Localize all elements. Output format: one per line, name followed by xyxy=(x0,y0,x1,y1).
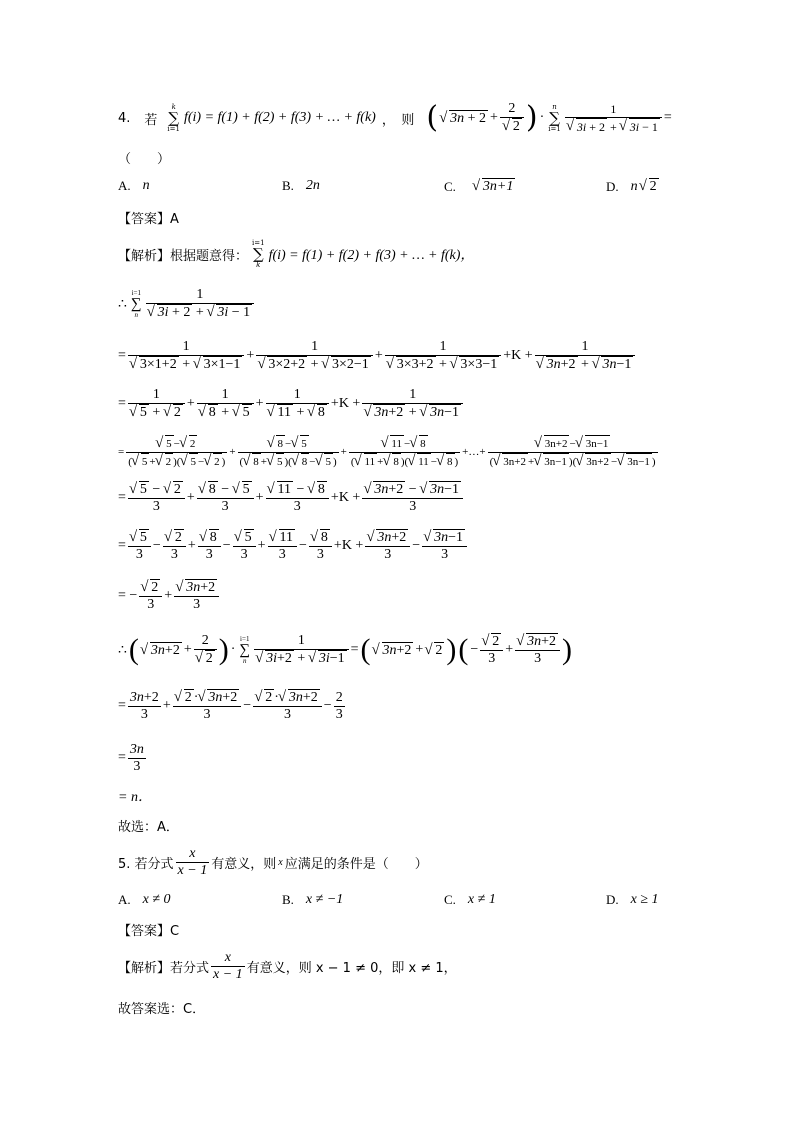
frac: 1 √ 5 + √ 2 xyxy=(128,387,185,421)
q4-stem: 4. 若 k ∑ i=1 f(i) = f(1) + f(2) + f(3) + … + f(k) ， 则 ( √ 3n + 2 + 2 √ 2 ) · n ∑ i=1 1 √ 3i + 2 + √ 3i − 1 = xyxy=(118,100,672,136)
step-6: = √ $\frac{5}{3}$ − √ $\frac{2}{3}$ + √ $\frac{8}{3}$ − √ $\frac{5}{3}$ + √ $\frac{11}{3}$ − √ $\frac{8}{3}$ +K + √ $\frac{3n+2}{3}$ − √ $\frac{3n-1}{3}$ xyxy=(118,526,467,566)
sum-symbol: n ∑ i=1 xyxy=(548,103,561,133)
option-letter: A. xyxy=(118,892,131,907)
sum-symbol: i=1 ∑ n xyxy=(130,289,142,319)
step-10: = $\frac{3n}{3}$ xyxy=(118,741,144,774)
option-letter: B. xyxy=(282,178,294,193)
frac: 1 √ 3×3+2 + √ 3×3−1 xyxy=(385,339,502,373)
sqrt-2: √ 2 xyxy=(649,178,659,195)
q5-option-d xyxy=(606,892,659,908)
q5-answer: 【答案】C xyxy=(118,924,180,939)
frac: 1 √ 8 + √ 5 xyxy=(197,387,254,421)
step-3: = 1 √ 5 + √ 2 + 1 √ 8 + √ 5 + 1 √ 11 + √ 8 +K + 1 √ 3n+2 + √ 3n−1 xyxy=(118,384,463,424)
frac: √ $\frac{8 -√ 5}{(√ 8 +√ 5 )(√ 8 -√ 5 )}$ xyxy=(238,435,339,470)
q5-stem: 5. 若分式 $\frac{x}{x - 1}$ 有意义，则 x 应满足的条件是（ ） xyxy=(118,845,428,878)
frac: 1 √ 3n+2 + √ 3n−1 xyxy=(362,387,463,421)
frac: 1 √ 3×2+2 + √ 3×2−1 xyxy=(256,339,373,373)
option-letter: B. xyxy=(282,892,294,907)
step-5: = √ $\frac{5 - √ 2}{3}$ + √ $\frac{8 - √ 5}{3}$ + √ $\frac{11 - √ 8}{3}$ +K + √ $\frac{3n+2 - √ 3n-1}{3}$ xyxy=(118,478,463,518)
option-text: x ≠ −1 xyxy=(305,892,344,907)
sum-symbol: k ∑ i=1 xyxy=(167,103,180,133)
q4-option-c xyxy=(444,178,515,195)
q4-analysis-expr: f(i) = f(1) + f(2) + f(3) + … + f(k)， xyxy=(268,248,475,263)
frac: √ $\frac{5 - √ 2}{3}$ xyxy=(128,481,185,515)
frac: √ $\frac{11 -√ 8}{(√ 11 +√ 8 )(√ 11 -√ 8 )}$ xyxy=(349,435,460,470)
option-text: 2n xyxy=(305,178,320,193)
frac: √ $\frac{11 - √ 8}{3}$ xyxy=(266,481,329,515)
frac-x-over-x-1: $\frac{x}{x - 1}$ xyxy=(213,949,243,982)
option-letter: D. xyxy=(606,892,619,907)
option-text: x ≠ 0 xyxy=(142,892,171,907)
q4-ze: ， 则 xyxy=(381,112,415,128)
option-letter: D. xyxy=(606,178,619,194)
sum-symbol: i=1 ∑ n xyxy=(239,635,251,665)
q4-analysis-label: 【解析】根据题意得： xyxy=(118,248,249,264)
option-letter: C. xyxy=(444,178,456,194)
frac-x-over-x-1: $\frac{x}{x - 1}$ xyxy=(177,845,208,878)
q4-eq: = xyxy=(663,110,672,125)
frac: √ $\frac{5 -√ 2}{(√ 5 +√ 2 )(√ 5 -√ 2 )}$ xyxy=(126,435,227,470)
q4-sum-expr: f(i) = f(1) + f(2) + f(3) + … + f(k) xyxy=(183,110,376,125)
q4-number: 4. xyxy=(118,110,131,126)
frac-2-sqrt2: 2 √ 2 xyxy=(500,101,524,135)
option-text: x ≠ 1 xyxy=(467,892,496,907)
option-text: x ≥ 1 xyxy=(630,892,659,907)
q4-answer: 【答案】A xyxy=(118,212,179,227)
q5-analysis-a: 【解析】若分式 xyxy=(118,960,210,976)
frac: √ $\frac{3n+2 - √ 3n-1}{3}$ xyxy=(362,481,463,515)
step-7: = − √ $\frac{2}{3}$ + √ $\frac{3n+2}{3}$ xyxy=(118,576,219,616)
step-1: ∴ i=1 ∑ n 1 √ 3i + 2 + √ 3i − 1 xyxy=(118,284,254,324)
frac: √ $\frac{8 - √ 5}{3}$ xyxy=(197,481,254,515)
step-9: = $\frac{3n+2}{3}$ + √ $\frac{2 \cdot√ 3n+2}{3}$ − √ $\frac{2 \cdot√ 3n+2}{3}$ − $\frac{2}{3}$ xyxy=(118,686,345,726)
q5-analysis-b: 有意义，则 x − 1 ≠ 0，即 x ≠ 1， xyxy=(246,960,457,976)
frac-sum-term: 1 √ 3i + 2 + √ 3i − 1 xyxy=(565,101,662,135)
paren-open: ( xyxy=(426,100,439,135)
step-4: = √ $\frac{5 -√ 2}{(√ 5 +√ 2 )(√ 5 -√ 2 )}$ + √ $\frac{8 -√ 5}{(√ 8 +√ 5 )(√ 8 -√ 5 )}$ + √ $\frac{11 -√ 8}{(√ 11 +√ 8 )(√ 11 -√ 8 )}$ +…+ √ $\frac{3n+2 -√ 3n-1}{(√ 3n+2 +√ 3n-1 )(√ 3n+2 -√ 3n-1 )}$ xyxy=(118,432,658,472)
q4-ruo: 若 xyxy=(144,112,158,128)
q4-option-a xyxy=(118,178,150,194)
frac: 1 √ 3n+2 + √ 3n−1 xyxy=(535,339,636,373)
frac: √ $\frac{3n+2 -√ 3n-1}{(√ 3n+2 +√ 3n-1 )(√ 3n+2 -√ 3n-1 )}$ xyxy=(488,435,658,470)
q5-title: 5. 若分式 xyxy=(118,856,174,872)
q5-analysis xyxy=(118,946,457,986)
frac: 1 √ 3i + 2 + √ 3i − 1 xyxy=(146,287,255,321)
q5-option-a xyxy=(118,892,171,908)
step-8: ∴ ( √ 3n+2 + 2 √ 2 ) · i=1 ∑ n 1 √ 3i+2 + √ 3i−1 = ( √ 3n+2 + √ 2 ) ( − √ $\frac{2}{3}$ + √ $\frac{3n+2}{3}$ ) xyxy=(118,628,572,672)
frac: 1 √ 11 + √ 8 xyxy=(266,387,329,421)
q5-option-c xyxy=(444,892,496,908)
q4-conclusion: 故选：A． xyxy=(118,820,179,835)
q4-analysis-head xyxy=(118,236,474,272)
sum-symbol: i=1 ∑ k xyxy=(252,239,265,269)
q4-paren: （ ） xyxy=(118,152,171,167)
option-text: √ 3n+1 xyxy=(482,178,515,195)
q5-conclusion: 故答案选：C． xyxy=(118,1002,206,1017)
q5-option-b xyxy=(282,892,343,908)
frac: 1 √ 3×1+2 + √ 3×1−1 xyxy=(128,339,245,373)
option-letter: A. xyxy=(118,178,131,193)
option-letter: C. xyxy=(444,892,456,907)
step-2: = 1 √ 3×1+2 + √ 3×1−1 + 1 √ 3×2+2 + √ 3×2−1 + 1 √ 3×3+2 + √ 3×3−1 +K + 1 √ 3n+2 + √ 3n−1 xyxy=(118,336,635,376)
q5-title2: 有意义，则 xyxy=(211,856,277,872)
q5-title3: 应满足的条件是（ ） xyxy=(284,856,428,872)
sqrt-3n2: √ 3n + 2 xyxy=(449,110,488,127)
option-text: n xyxy=(142,178,150,193)
q4-option-b xyxy=(282,178,320,194)
q4-final: = n． xyxy=(118,790,152,805)
q4-option-d xyxy=(606,178,659,195)
option-text: n xyxy=(630,178,638,194)
